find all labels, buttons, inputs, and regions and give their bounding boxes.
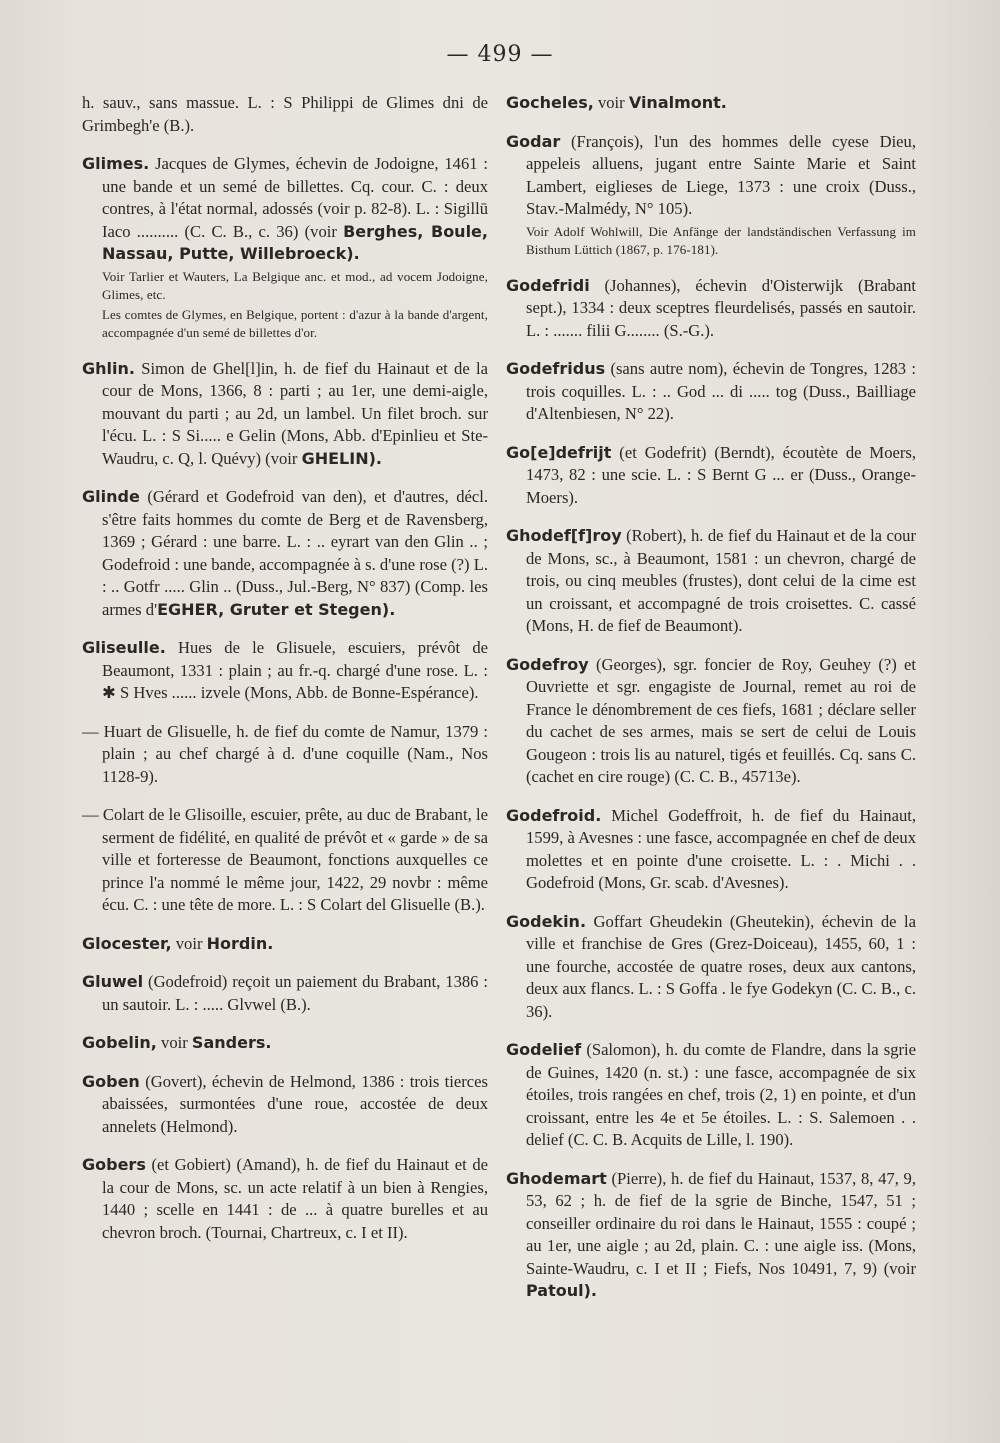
note bbox=[82, 306, 488, 342]
entry-godekin bbox=[506, 911, 916, 1024]
headword: Glinde bbox=[82, 487, 140, 506]
entry-text: (sans autre nom), échevin de Tongres, 1283 : trois coquilles. L. : .. God ... di ..... tog (Duss., Bailliage d'Altenbiesen, N° 22). bbox=[526, 359, 916, 423]
headword: Ghodemart bbox=[506, 1168, 607, 1188]
entry-godefridi bbox=[506, 275, 916, 343]
note-text: Voir Adolf Wohlwill, Die Anfänge der landständischen Verfassung im Bisthum Lüttich (1867, p. 176-181). bbox=[526, 223, 916, 257]
dash: — bbox=[82, 805, 99, 824]
entry-text: (Salomon), h. du comte de Flandre, dans la sgrie de Guines, 1420 (n. st.) : une fasce, accompagnée de six étoiles, trois rangées en chef, trois (2, 1) en pointe, et d'un croissant, entre les 4e et 5e étoiles. L. : S. Salemoen . . delief (C. C. B. Acquits de Lille, l. 190). bbox=[526, 1040, 916, 1149]
entry-gobers bbox=[82, 1154, 488, 1244]
entry-colart bbox=[82, 804, 488, 917]
entry-godefroid bbox=[506, 805, 916, 895]
entry-ghodemart bbox=[506, 1168, 916, 1303]
entry-fragment bbox=[82, 92, 488, 137]
entry-text: Michel Godeffroit, h. de fief du Hainaut, 1599, à Avesnes : une fasce, accompagnée en chef de deux molettes et en pointe d'une croisette. L. : . Michi . . Godefroid (Mons, Gr. scab. d'Avesnes). bbox=[526, 805, 916, 892]
headword: Go[e]defrijt bbox=[506, 442, 612, 462]
entry-text: voir bbox=[161, 1033, 188, 1052]
headword: Gliseulle. bbox=[82, 638, 166, 657]
entry-text: (Pierre), h. de fief du Hainaut, 1537, 8, 47, 9, 53, 62 ; h. de fief de la sgrie de Binche, 1547, 51 ; conseiller ordinaire du roi dans le Hainaut, 1555 : coupé ; au 1er, une aigle ; au 2d, plain. C. : une aigle iss. (Mons, Sainte-Waudru, c. I et II ; Fiefs, Nos 10491, 7, 9) (voir bbox=[526, 1168, 916, 1278]
headword: Gluwel bbox=[82, 972, 144, 991]
entry-text: voir bbox=[597, 93, 625, 112]
note bbox=[506, 223, 916, 259]
cross-reference: GHELIN). bbox=[301, 448, 382, 468]
headword: Goben bbox=[82, 1071, 140, 1091]
entry-text: (Georges), sgr. foncier de Roy, Geuhey (?) et Ouvriette et sgr. engagiste de Journal, remet au roi de France le dénombrement de ces fiefs, 1681 ; déclare seller du cachet de ses armes, mais se sert de celui de Louis Gougeon : trois lis au naturel, tigés et feuillés. Cq. sans C. (cachet en cire rouge) (C. C. B., 45713e). bbox=[526, 654, 916, 786]
headword: Godekin. bbox=[506, 911, 587, 931]
headword: Ghodef[f]roy bbox=[506, 526, 622, 545]
fragment-text: h. sauv., sans massue. L. : S Philippi de Glimes dni de Grimbegh'e (B.). bbox=[82, 93, 488, 135]
entry-godelief bbox=[506, 1039, 916, 1152]
entry-gocheles bbox=[506, 92, 916, 115]
entry-gluwel bbox=[82, 971, 488, 1016]
entry-text: (Johannes), échevin d'Oisterwijk (Brabant sept.), 1334 : deux sceptres fleurdelisés, passés en sautoir. L. : ....... filii G........ (S.-G.). bbox=[526, 275, 917, 340]
entry-gobelin bbox=[82, 1032, 488, 1055]
headword: Ghlin. bbox=[82, 358, 135, 378]
entry-goedefrijt bbox=[506, 442, 916, 510]
entry-text: Jacques de Glymes, échevin de Jodoigne, 1461 : une bande et un semé de billettes. Cq. cour. C. : deux contres, à l'état normal, adossés (voir p. 82-8). L. : Sigillū Iaco .......... (C. C. B., c. 36) (voir bbox=[102, 154, 488, 241]
entry-text: (et Godefrit) (Berndt), écoutète de Moers, 1473, 82 : une scie. L. : S Bernt G ... er (Duss., Orange-Moers). bbox=[526, 442, 916, 507]
cross-reference: EGHER, Gruter et Stegen). bbox=[157, 599, 396, 619]
entry-text: (et Gobiert) (Amand), h. de fief du Hainaut et de la cour de Mons, sc. un acte relatif à un bien à Rengies, 1440 ; scelle en 1441 : de ... à quatre burelles et au chevron broch. (Tournai, Chartreux, c. I et II). bbox=[102, 1155, 488, 1242]
headword: Glocester, bbox=[82, 933, 172, 953]
headword: Gobelin, bbox=[82, 1033, 157, 1052]
entry-text: (Govert), échevin de Helmond, 1386 : trois tierces abaissées, surmontées d'une roue, accostée de deux annelets (Helmond). bbox=[102, 1071, 488, 1136]
cross-reference: Hordin. bbox=[206, 933, 274, 953]
entry-glimes bbox=[82, 153, 488, 342]
entry-text: Hues de le Glisuele, escuiers, prévôt de Beaumont, 1331 : plain ; au fr.-q. chargé d'une rose. L. : ✱ S Hves ...... izvele (Mons, Abb. de Bonne-Espérance). bbox=[102, 638, 488, 702]
cross-reference: Sanders. bbox=[191, 1033, 272, 1052]
entry-text: (François), l'un des hommes delle cyese Dieu, appeleis alluens, jugant entre Sainte Marie et Saint Lambert, eiglieses de Liege, 1373 : une croix (Duss., Stav.-Malmédy, N° 105). bbox=[526, 131, 916, 218]
dash: — bbox=[82, 721, 99, 741]
headword: Godar bbox=[506, 131, 561, 151]
entry-text: Huart de Glisuelle, h. de fief du comte de Namur, 1379 : plain ; au chef chargé à d. d'une coquille (Nam., Nos 1128-9). bbox=[102, 721, 488, 786]
cross-reference: Berghes, Boule, Nassau, Putte, Willebroeck). bbox=[102, 221, 488, 263]
entry-text: (Robert), h. de fief du Hainaut et de la cour de Mons, sc., à Beaumont, 1581 : un chevron, chargé de trois, ou cinq meubles (frustes), dont celui de la cime est un croissant, et accompagné de trois croisettes. C. cassé (Mons, H. de fief de Beaumont). bbox=[526, 526, 916, 635]
headword: Gobers bbox=[82, 1155, 146, 1174]
headword: Godefridi bbox=[506, 275, 590, 295]
headword: Godefroid. bbox=[506, 805, 602, 825]
note bbox=[82, 268, 488, 304]
left-column bbox=[82, 92, 488, 1260]
cross-reference: Patoul). bbox=[526, 1281, 597, 1300]
entry-gliseulle bbox=[82, 637, 488, 705]
entry-goben bbox=[82, 1071, 488, 1139]
headword: Godelief bbox=[506, 1040, 582, 1059]
entry-text: Goffart Gheudekin (Gheutekin), échevin de la ville et franchise de Gres (Grez-Doiceau), 1455, 60, 1 : une fourche, accostée de quatre roses, deux aux cantons, deux aux flancs. L. : S Goffa . le fye Godekyn (C. C. B., c. 36). bbox=[526, 911, 916, 1021]
headword: Godefroy bbox=[506, 654, 589, 674]
entry-ghlin bbox=[82, 358, 488, 471]
entry-godefridus bbox=[506, 358, 916, 426]
cross-reference: Vinalmont. bbox=[628, 93, 727, 112]
headword: Godefridus bbox=[506, 359, 606, 378]
entry-text: Simon de Ghel[l]in, h. de fief du Hainaut et de la cour de Mons, 1366, 8 : parti ; au 1er, une demi-aigle, mouvant du parti ; au 2d, un lambel. Un filet broch. sur l'écu. L. : S Si..... e Gelin (Mons, Abb. d'Epinlieu et Ste-Waudru, c. Q, l. Quévy) (voir bbox=[102, 358, 488, 468]
entry-text: (Gérard et Godefroid van den), et d'autres, décl. s'être faits hommes du comte de Berg et de Ravensberg, 1369 ; Gérard : une barre. L. : .. eyrart van den Glin .. ; Godefroid : une bande, accompagnée à s. d'une rose (?) L. : .. Gotfr ..... Glin .. (Duss., Jul.-Berg, N° 837) (Comp. les armes d' bbox=[102, 487, 488, 619]
right-column bbox=[506, 92, 916, 1319]
entry-godar bbox=[506, 131, 916, 259]
entry-ghodeffroy bbox=[506, 525, 916, 638]
entry-text: voir bbox=[175, 933, 203, 953]
entry-godefroy bbox=[506, 654, 916, 789]
entry-glinde bbox=[82, 486, 488, 621]
headword: Gocheles, bbox=[506, 93, 594, 112]
note-text: Les comtes de Glymes, en Belgique, portent : d'azur à la bande d'argent, accompagnée d'un semé de billettes d'or. bbox=[102, 306, 488, 340]
entry-text: Colart de le Glisoille, escuier, prête, au duc de Brabant, le serment de fidélité, en qualité de prévôt et « garde » de sa ville et forteresse de Beaumont, fonctions auxquelles ce prince l'a nommé le même jour, 1422, 29 novbr : même écu. C. : une tête de more. L. : S Colart del Glisuelle (B.). bbox=[102, 805, 488, 914]
note-text: Voir Tarlier et Wauters, La Belgique anc. et mod., ad vocem Jodoigne, Glimes, etc. bbox=[102, 268, 488, 302]
headword: Glimes. bbox=[82, 154, 150, 173]
entry-text: (Godefroid) reçoit un paiement du Brabant, 1386 : un sautoir. L. : ..... Glvwel (B.). bbox=[102, 972, 488, 1014]
entry-huart bbox=[82, 721, 488, 789]
page-number: — 499 — bbox=[446, 42, 554, 67]
entry-glocester bbox=[82, 933, 488, 956]
